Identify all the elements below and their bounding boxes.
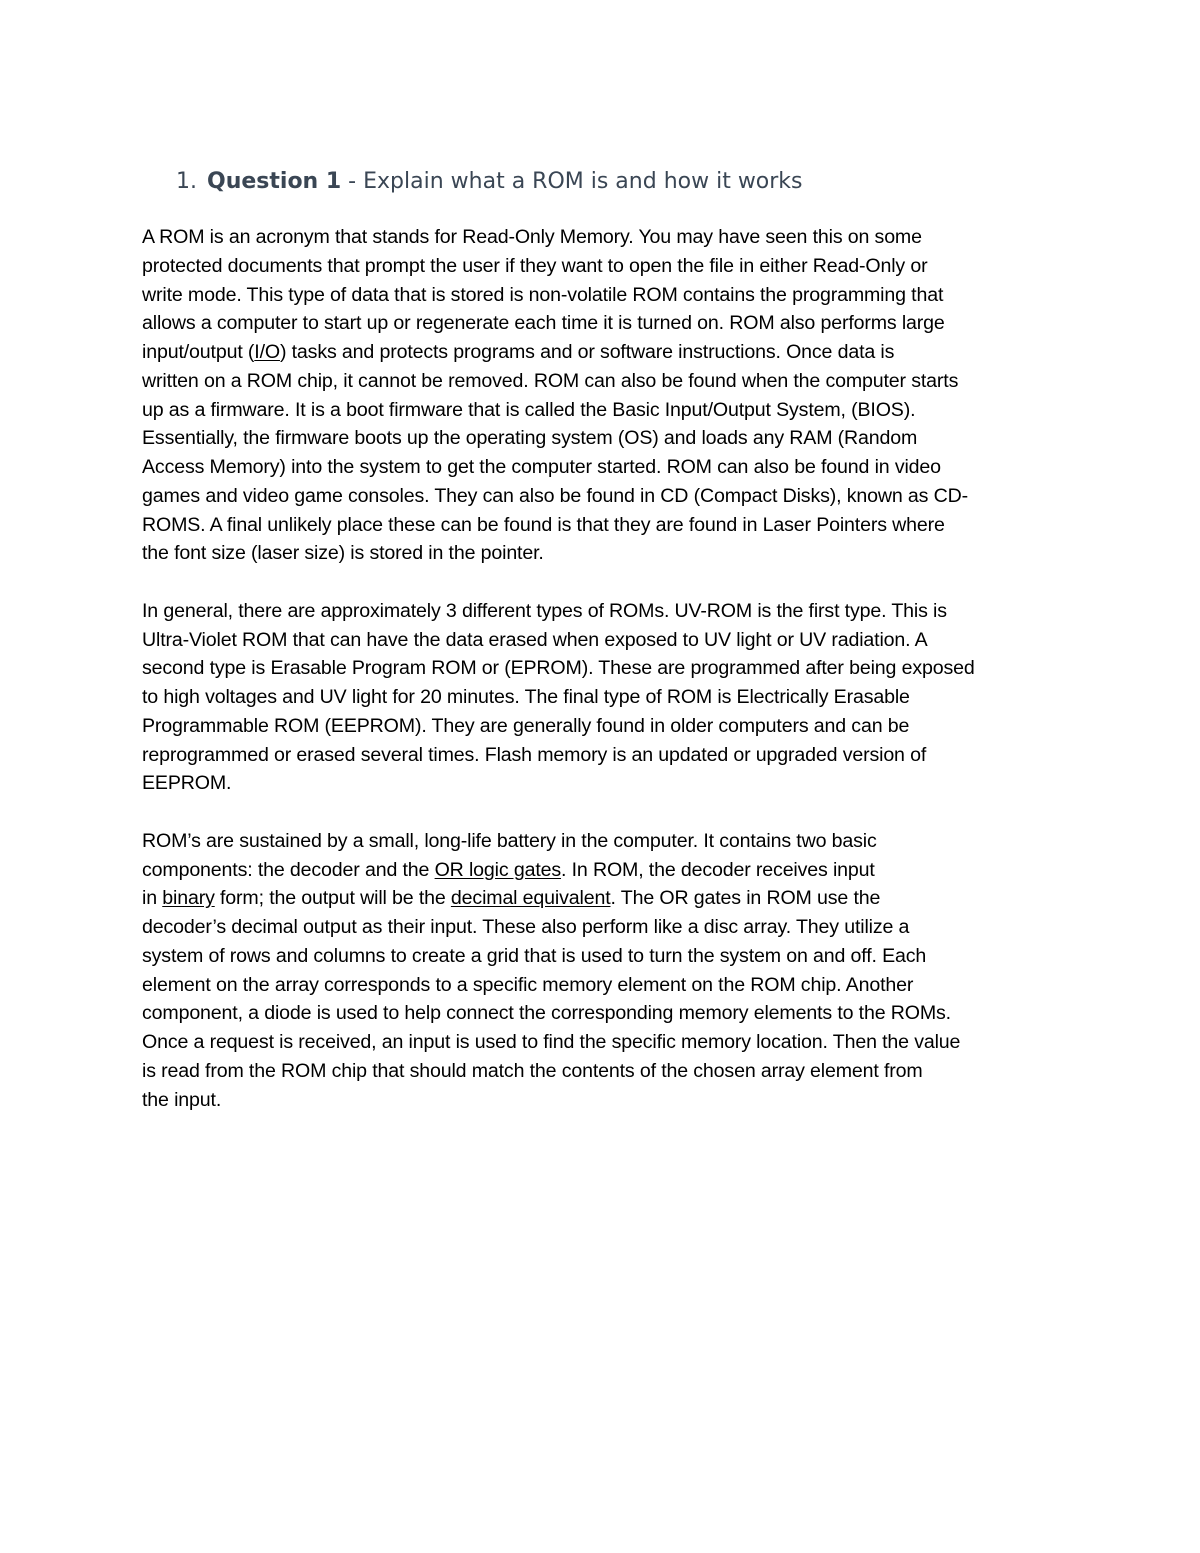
text-line: A ROM is an acronym that stands for Read-Only Memory. You may have seen this on some	[142, 226, 922, 248]
answer-body	[142, 223, 1072, 1143]
text-line: second type is Erasable Program ROM or (EPROM). These are programmed after being exposed	[142, 657, 975, 680]
text-line: Programmable ROM (EEPROM). They are generally found in older computers and can be	[142, 714, 910, 737]
text-line: Once a request is received, an input is used to find the specific memory location. Then the value	[142, 1031, 961, 1053]
text-line: written on a ROM chip, it cannot be removed. ROM can also be found when the computer starts	[142, 369, 959, 392]
text-line	[142, 338, 1072, 367]
text-line: up as a firmware. It is a boot firmware that is called the Basic Input/Output System, (BIOS).	[142, 398, 916, 421]
text-fragment: . In ROM, the decoder receives input	[561, 858, 875, 881]
heading-separator: -	[341, 169, 364, 194]
text-line: Ultra-Violet ROM that can have the data erased when exposed to UV light or UV radiation. A	[142, 628, 928, 651]
text-line: allows a computer to start up or regenerate each time it is turned on. ROM also performs large	[142, 312, 945, 335]
text-line: In general, there are approximately 3 different types of ROMs. UV-ROM is the first type. This is	[142, 599, 947, 622]
text-line: EEPROM.	[142, 772, 232, 795]
io-link[interactable]: I/O	[254, 341, 280, 363]
text-line: is read from the ROM chip that should match the contents of the chosen array element from	[142, 1059, 923, 1082]
paragraph-rom-definition	[142, 223, 1072, 568]
text-line: decoder’s decimal output as their input. These also perform like a disc array. They utilize a	[142, 916, 910, 938]
text-line: system of rows and columns to create a grid that is used to turn the system on and off. Each	[142, 944, 927, 967]
text-line: element on the array corresponds to a specific memory element on the ROM chip. Another	[142, 973, 914, 996]
text-line: games and video game consoles. They can also be found in CD (Compact Disks), known as CD-	[142, 484, 968, 507]
text-line: Access Memory) into the system to get the computer started. ROM can also be found in video	[142, 456, 941, 478]
text-fragment: . The OR gates in ROM use the	[610, 887, 881, 910]
text-line: reprogrammed or erased several times. Flash memory is an updated or upgraded version of	[142, 743, 927, 766]
text-line: ROMS. A final unlikely place these can be found is that they are found in Laser Pointers where	[142, 513, 945, 536]
text-fragment: form; the output will be the	[214, 887, 451, 910]
question-label: Question 1	[207, 169, 342, 194]
question-title: Explain what a ROM is and how it works	[363, 169, 803, 194]
binary-link[interactable]: binary	[162, 887, 215, 910]
paragraph-rom-operation	[142, 827, 1072, 1115]
text-line: the font size (laser size) is stored in the pointer.	[142, 542, 544, 565]
text-line	[142, 884, 1072, 913]
text-line: component, a diode is used to help connect the corresponding memory elements to the ROMs.	[142, 1002, 951, 1025]
text-fragment: in	[142, 887, 163, 910]
paragraph-rom-types	[142, 597, 1072, 798]
text-line: write mode. This type of data that is stored is non-volatile ROM contains the programming that	[142, 283, 944, 306]
text-line: ROM’s are sustained by a small, long-life battery in the computer. It contains two basic	[142, 829, 877, 852]
text-fragment: input/output (	[142, 341, 255, 363]
text-fragment: components: the decoder and the	[142, 858, 435, 881]
list-number: 1.	[176, 169, 197, 194]
text-line	[142, 856, 1072, 885]
text-line: Essentially, the firmware boots up the operating system (OS) and loads any RAM (Random	[142, 427, 918, 450]
text-line: the input.	[142, 1088, 222, 1111]
text-fragment: ) tasks and protects programs and or software instructions. Once data is	[279, 341, 895, 363]
question-heading	[176, 166, 803, 198]
text-line: to high voltages and UV light for 20 minutes. The final type of ROM is Electrically Erasable	[142, 686, 910, 708]
text-line: protected documents that prompt the user if they want to open the file in either Read-Only or	[142, 254, 928, 277]
or-logic-gates-link[interactable]: OR logic gates	[434, 858, 562, 881]
decimal-equivalent-link[interactable]: decimal equivalent	[450, 887, 611, 910]
